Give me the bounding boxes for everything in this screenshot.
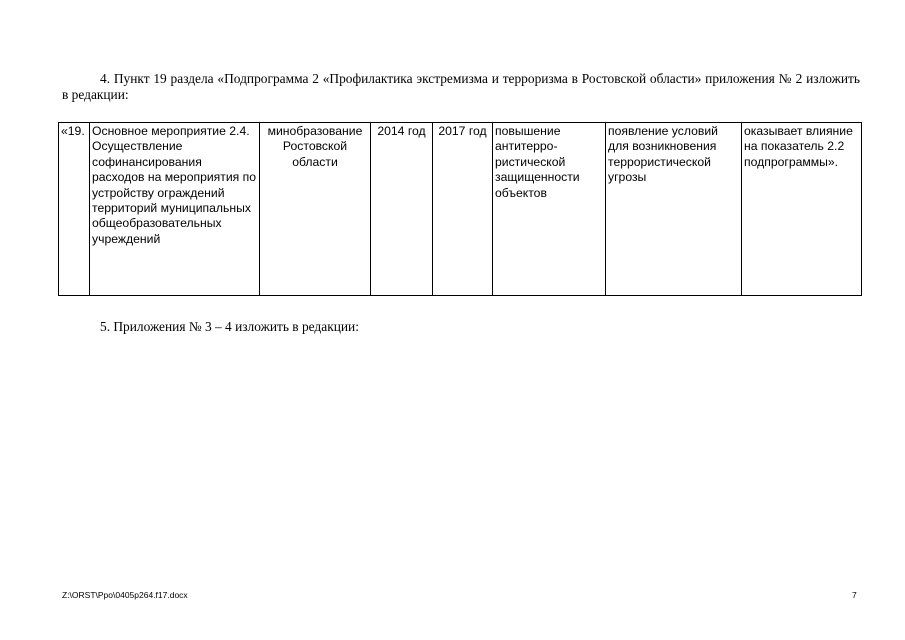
paragraph-4-text: 4. Пункт 19 раздела «Подпрограмма 2 «Профилактика экстремизма и терроризма в Ростовской области» приложения № 2 изложить в редакции: [62, 71, 860, 102]
paragraph-4 [62, 71, 860, 103]
indicator-cell: оказывает влияние на показатель 2.2 подпрограммы». [742, 123, 862, 296]
consequence-cell: появление условий для возникновения террористической угрозы [606, 123, 742, 296]
paragraph-5 [62, 319, 860, 335]
table-row [59, 123, 862, 296]
footer-page-number: 7 [852, 590, 857, 600]
event-cell: Основное мероприятие 2.4. Осуществление софинансирования расходов на мероприятия по устройству ограждений территорий муниципальных общеобразовательных учреждений [90, 123, 260, 296]
footer-file-path: Z:\ORST\Ppo\0405p264.f17.docx [62, 590, 188, 600]
start-year-cell: 2014 год [371, 123, 433, 296]
amendment-table [58, 122, 862, 296]
result-cell: повышение антитерро-ристической защищенности объектов [493, 123, 606, 296]
end-year-cell: 2017 год [433, 123, 493, 296]
executor-cell: минобразование Ростовской области [260, 123, 371, 296]
paragraph-5-text: 5. Приложения № 3 – 4 изложить в редакции: [100, 319, 359, 334]
row-number-cell: «19. [59, 123, 90, 296]
